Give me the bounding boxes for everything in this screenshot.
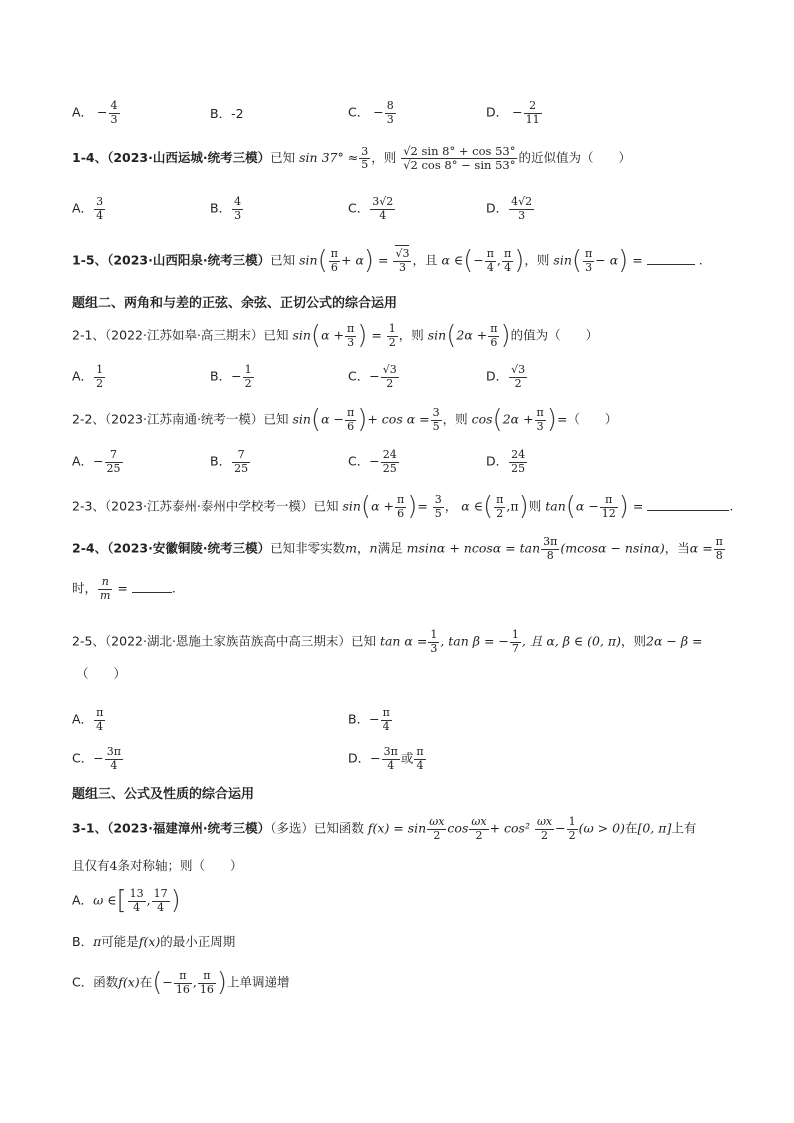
option-a-1-4: A． $\frac{3}{4}$ [72, 195, 104, 222]
question-1-5: 1-5、（2023·山西阳泉·统考三模）已知 sin( $\frac{\pi}{6}$ + α) = $\frac{√3}{3}$ ，且 α ∈(− $\frac{\pi}{4}$ , $\frac{\pi}{4}$ )，则 sin( $\frac{\pi}{3}$ − α) = . [72, 245, 703, 276]
question-2-5-paren: （ ） [76, 666, 127, 681]
question-1-4: 1-4、（2023·山西运城·统考三模）已知 sin 37° ≈ $\frac{3}{5}$ ，则 $\frac{√2 \sin 8^\circ + \cos 53^\circ}{√2 \cos 8^\circ - \sin 53^\circ}$ 的近似值为（ ） [72, 144, 631, 173]
option-a-2-1: A． $\frac{1}{2}$ [72, 363, 104, 390]
option-c-2-1: C．− $\frac{√3}{2}$ [348, 363, 397, 390]
option-d-2-2: D． $\frac{24}{25}$ [486, 448, 526, 475]
question-2-4-line2: 时， $\frac{n}{m}$ = . [72, 575, 176, 602]
option-d-1-4: D． $\frac{4√2}{3}$ [486, 195, 533, 222]
option-b-3-1: B．π可能是f(x)的最小正周期 [72, 934, 236, 949]
option-c-1-3: C． − $\frac{8}{3}$ [348, 99, 394, 126]
question-2-4: 2-4、（2023·安徽铜陵·统考三模）已知非零实数m，n满足 msinα + ncosα = tan $\frac{3\pi}{8}$ (mcosα − nsinα)，当α = $\frac{\pi}{8}$ [72, 535, 723, 562]
question-2-3: 2-3、（2023·江苏泰州·泰州中学校考一模）已知 sin(α + $\frac{\pi}{6}$ )= $\frac{3}{5}$ ， α ∈( $\frac{\pi}{2}$ ,π)则 tan(α − $\frac{\pi}{12}$ ) = . [72, 491, 734, 522]
question-3-1-line2: 且仅有4条对称轴；则（ ） [72, 858, 243, 873]
section-title-2: 题组二、两角和与差的正弦、余弦、正切公式的综合运用 [72, 296, 398, 311]
option-b-1-4: B． $\frac{4}{3}$ [210, 195, 242, 222]
question-2-1: 2-1、（2022·江苏如皋·高三期末）已知 sin(α + $\frac{\pi}{3}$ ) = $\frac{1}{2}$ ，则 sin(2α + $\frac{\pi}{6}$ )的值为（ ） [72, 320, 599, 351]
question-2-5: 2-5、（2022·湖北·恩施土家族苗族高中高三期末）已知 tan α = $\frac{1}{3}$ , tan β = − $\frac{1}{7}$ , 且 α, β ∈ (0, π)，则2α − β = [72, 628, 703, 655]
section-title-3: 题组三、公式及性质的综合运用 [72, 787, 255, 802]
option-a-2-2: A．− $\frac{7}{25}$ [72, 448, 121, 475]
question-3-1: 3-1、（2023·福建漳州·统考三模）（多选）已知函数 f(x) = sin $\frac{\omega x}{2}$ cos $\frac{\omega x}{2}$ + cos² $\frac{\omega x}{2}$ − $\frac{1}{2}$ (ω > 0)在[0, π]上有 [72, 815, 697, 842]
option-a-2-5: A． $\frac{\pi}{4}$ [72, 706, 104, 733]
option-c-3-1: C．函数f(x)在(− $\frac{\pi}{16}$ , $\frac{\pi}{16}$ )上单调递增 [72, 967, 290, 998]
option-b-2-1: B．− $\frac{1}{2}$ [210, 363, 252, 390]
question-2-2: 2-2、（2023·江苏南通·统考一模）已知 sin(α − $\frac{\pi}{6}$ )+ cos α = $\frac{3}{5}$ ，则 cos(2α + $\frac{\pi}{3}$ )=（ ） [72, 404, 618, 435]
option-b-2-2: B． $\frac{7}{25}$ [210, 448, 249, 475]
option-d-1-3: D． − $\frac{2}{11}$ [486, 99, 540, 126]
option-b-1-3: B．-2 [210, 106, 244, 121]
option-b-2-5: B．− $\frac{\pi}{4}$ [348, 706, 390, 733]
option-c-2-5: C．− $\frac{3\pi}{4}$ [72, 745, 121, 772]
option-a-3-1: A．ω ∈[ $\frac{13}{4}$ , $\frac{17}{4}$ ) [72, 885, 181, 916]
option-d-2-1: D． $\frac{√3}{2}$ [486, 363, 526, 390]
option-a-1-3: A． − $\frac{4}{3}$ [72, 99, 118, 126]
option-c-1-4: C． $\frac{3√2}{4}$ [348, 195, 394, 222]
option-c-2-2: C．− $\frac{24}{25}$ [348, 448, 397, 475]
option-d-2-5: D．− $\frac{3\pi}{4}$ 或 $\frac{\pi}{4}$ [348, 745, 424, 772]
